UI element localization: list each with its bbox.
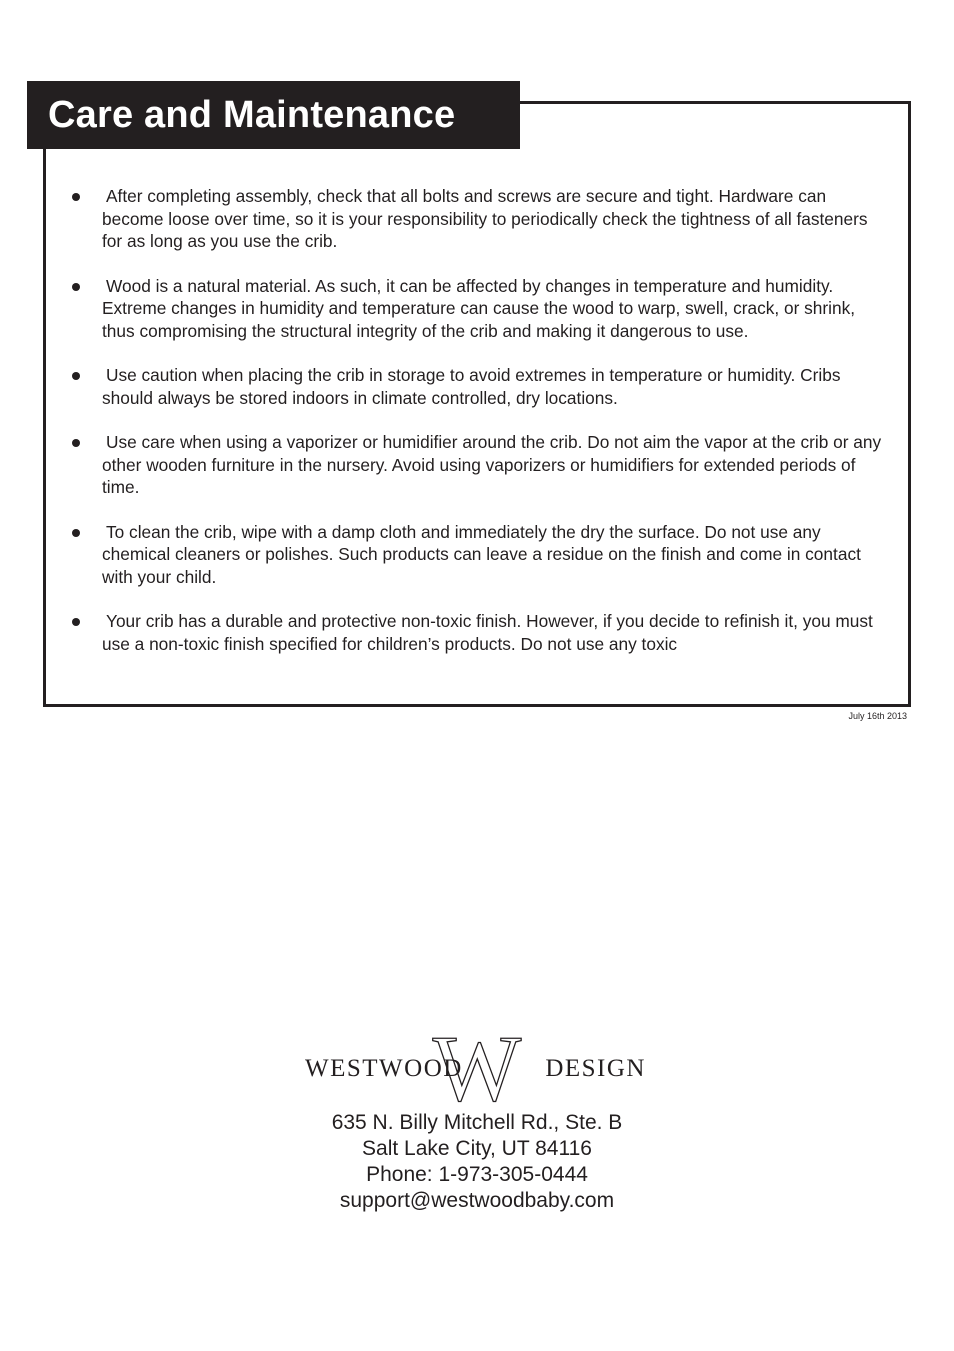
logo-wordmark-right: DESIGN bbox=[545, 1055, 646, 1082]
bullet-text: Use care when using a vaporizer or humidifier around the crib. Do not aim the vapor at the crib or any other wooden furniture in the nursery. Avoid using vaporizers or humidifiers for extended periods of time. bbox=[102, 432, 882, 497]
list-item bbox=[72, 431, 887, 499]
list-item bbox=[72, 521, 887, 589]
bullet-icon bbox=[72, 529, 80, 537]
list-item bbox=[72, 610, 887, 655]
care-instructions-list bbox=[72, 185, 887, 677]
support-email: support@westwoodbaby.com bbox=[339, 1189, 615, 1212]
bullet-text: After completing assembly, check that all bolts and screws are secure and tight. Hardware can become loose over time, so it is your responsibility to periodically check the tightness of all fasteners for as long as you use the crib. bbox=[102, 186, 868, 251]
section-title: Care and Maintenance bbox=[27, 81, 520, 149]
logo-wordmark-left: WESTWOOD bbox=[305, 1055, 463, 1082]
bullet-text: Your crib has a durable and protective non-toxic finish. However, if you decide to refinish it, you must use a non-toxic finish specified for children’s products. Do not use any toxic bbox=[102, 611, 873, 654]
westwood-design-logo bbox=[305, 1028, 650, 1108]
list-item bbox=[72, 275, 887, 343]
revision-date: July 16th 2013 bbox=[848, 711, 907, 721]
phone-number: Phone: 1-973-305-0444 bbox=[366, 1163, 588, 1186]
bullet-icon bbox=[72, 283, 80, 291]
bullet-icon bbox=[72, 618, 80, 626]
company-address bbox=[277, 1110, 677, 1214]
address-line-1: 635 N. Billy Mitchell Rd., Ste. B bbox=[331, 1111, 623, 1134]
address-line-2: Salt Lake City, UT 84116 bbox=[362, 1137, 592, 1160]
bullet-icon bbox=[72, 193, 80, 201]
bullet-text: To clean the crib, wipe with a damp cloth and immediately the dry the surface. Do not use any chemical cleaners or polishes. Such products can leave a residue on the finish and come in contact with your child. bbox=[102, 521, 861, 587]
bullet-icon bbox=[72, 372, 80, 380]
bullet-text: Use caution when placing the crib in storage to avoid extremes in temperature or humidity. Cribs should always be stored indoors in climate controlled, dry locations. bbox=[102, 365, 841, 408]
list-item bbox=[72, 364, 887, 409]
logo-monogram: W bbox=[432, 1028, 522, 1108]
bullet-icon bbox=[72, 439, 80, 447]
list-item bbox=[72, 185, 887, 253]
bullet-text: Wood is a natural material. As such, it can be affected by changes in temperature and humidity. Extreme changes in humidity and temperature can cause the wood to warp, swell, crack, or shrink, thus compromising the structural integrity of the crib and making it dangerous to use. bbox=[102, 275, 856, 341]
